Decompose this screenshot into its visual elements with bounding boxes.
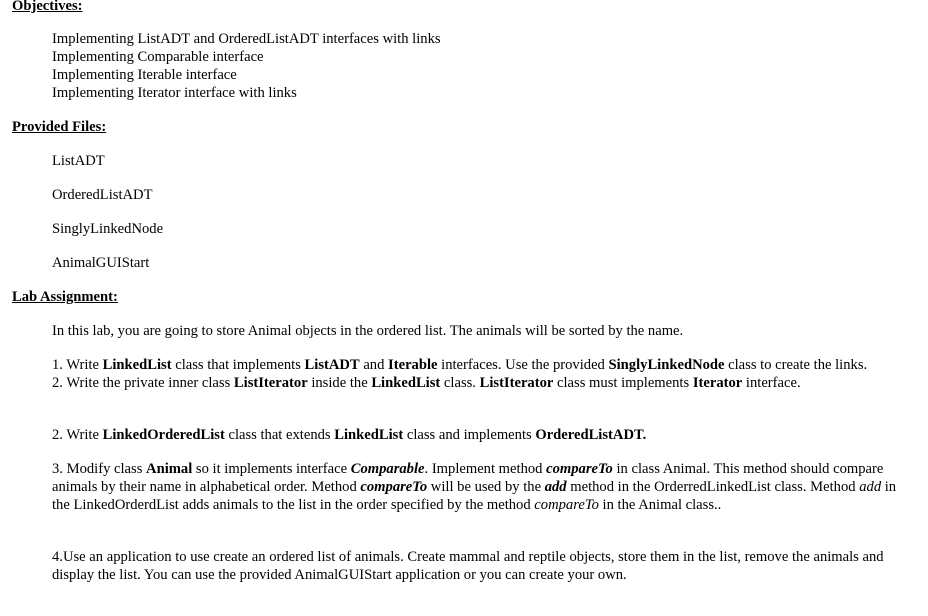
objective-item: Implementing Iterator interface with links: [52, 85, 297, 101]
provided-file: SinglyLinkedNode: [52, 221, 164, 237]
assignment-step-2b: 2. Write LinkedOrderedList class that extends LinkedList class and implements OrderedListADT.: [52, 427, 647, 443]
provided-file: AnimalGUIStart: [52, 255, 150, 271]
assignment-intro: In this lab, you are going to store Animal objects in the ordered list. The animals will be sorted by the name.: [52, 323, 684, 339]
objective-item: Implementing Comparable interface: [52, 49, 264, 65]
provided-file: ListADT: [52, 153, 105, 169]
objective-item: Implementing Iterable interface: [52, 67, 237, 83]
objectives-list: [52, 30, 912, 102]
assignment-step-4: 4.Use an application to use create an ordered list of animals. Create mammal and reptile objects, store them in the list, remove the animals and display the list. You can use the provided AnimalGUIStart application or you can create your own.: [52, 549, 884, 583]
objectives-heading: Objectives:: [12, 0, 83, 14]
assignment-step-1: 1. Write LinkedList class that implements ListADT and Iterable interfaces. Use the provided SinglyLinkedNode class to create the links. 2. Write the private inner class ListIterator inside the LinkedList class. ListIterator class must implements Iterator interface.: [52, 356, 912, 392]
assignment-step-2a: 2. Write the private inner class ListIterator inside the LinkedList class. ListIterator class must implements Iterator interface.: [52, 375, 801, 391]
provided-file: OrderedListADT: [52, 187, 153, 203]
provided-files-heading: Provided Files:: [12, 119, 107, 135]
objective-item: Implementing ListADT and OrderedListADT interfaces with links: [52, 31, 441, 47]
lab-assignment-heading: Lab Assignment:: [12, 289, 118, 305]
assignment-step-3: 3. Modify class Animal so it implements interface Comparable. Implement method compareTo in class Animal. This method should compare animals by their name in alphabetical order. Method compareTo will be used by the add method in the OrderredLinkedList class. Method add in the LinkedOrderdList adds animals to the list in the order specified by the method compareTo in the Animal class..: [52, 461, 897, 513]
